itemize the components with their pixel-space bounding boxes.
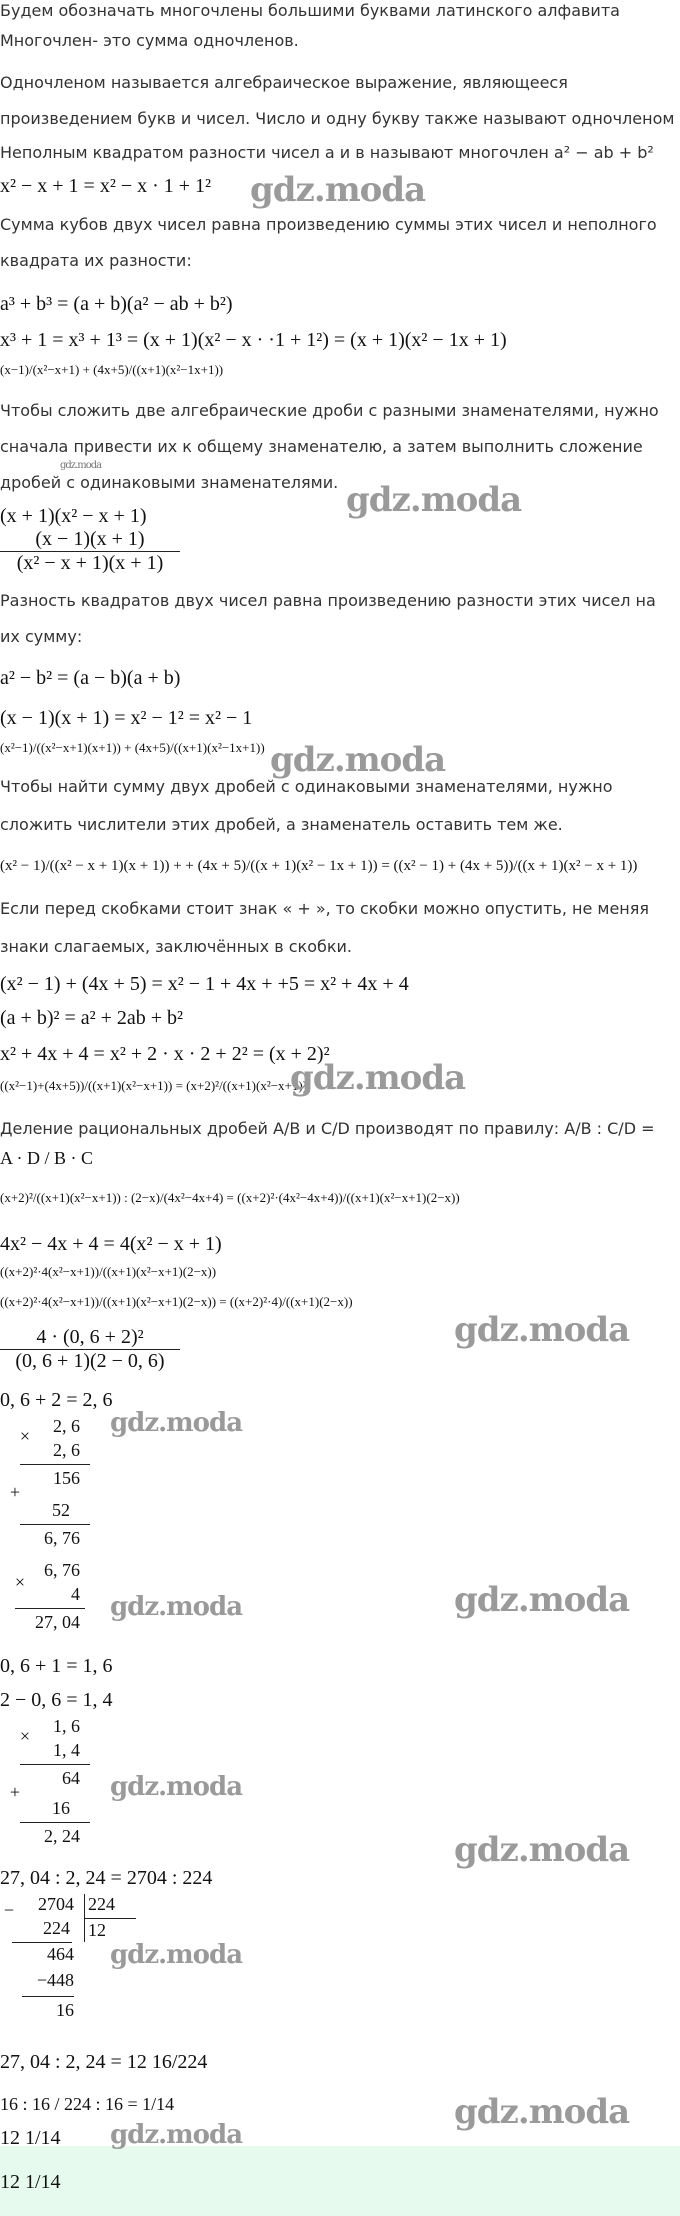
math-line: 12 1/14 bbox=[0, 2127, 61, 2149]
text-line: дробей с одинаковыми знаменателями. bbox=[0, 473, 339, 492]
text-line: Если перед скобками стоит знак « + », то скобки можно опустить, не меняя bbox=[0, 899, 650, 918]
watermark: gdz.moda bbox=[270, 740, 446, 780]
rule bbox=[84, 1918, 136, 1919]
mult-operand: 1, 6 bbox=[53, 1716, 80, 1736]
watermark: gdz.moda bbox=[250, 170, 426, 210]
product: 2, 24 bbox=[44, 1826, 80, 1846]
math-line: a² − b² = (a − b)(a + b) bbox=[0, 667, 181, 689]
watermark: gdz.moda bbox=[60, 460, 102, 471]
watermark: gdz.moda bbox=[454, 1830, 630, 1870]
math-line: (x+2)²/((x+1)(x²−x+1)) : (2−x)/(4x²−4x+4) = ((x+2)²·(4x²−4x+4))/((x+1)(x²−x+1)(2−x)) bbox=[0, 1190, 460, 1205]
mult-operand: 1, 4 bbox=[53, 1740, 80, 1760]
text-line: знаки слагаемых, заключённых в скобки. bbox=[0, 937, 353, 956]
text-line: Неполным квадратом разности чисел а и в называют многочлен a² − ab + b² bbox=[0, 143, 654, 162]
math-line: 0, 6 + 1 = 1, 6 bbox=[0, 1655, 113, 1677]
partial-product: 16 bbox=[52, 1798, 70, 1818]
text-line: Чтобы сложить две алгебраические дроби с разными знаменателями, нужно bbox=[0, 401, 659, 420]
rule bbox=[15, 1608, 85, 1609]
divisor: 224 bbox=[88, 1894, 115, 1914]
math-line: A · D / B · C bbox=[0, 1148, 94, 1168]
watermark: gdz.moda bbox=[110, 1592, 243, 1622]
remainder: 16 bbox=[56, 2000, 74, 2020]
partial-product: 64 bbox=[62, 1768, 80, 1788]
math-line: 16 : 16 / 224 : 16 = 1/14 bbox=[0, 2094, 175, 2114]
partial-product: 52 bbox=[52, 1500, 70, 1520]
plus-sign: + bbox=[9, 1782, 20, 1802]
math-line: 27, 04 : 2, 24 = 12 16/224 bbox=[0, 2051, 208, 2073]
math-line: (x²−1)/((x²−x+1)(x+1)) + (4x+5)/((x+1)(x²−1x+1)) bbox=[0, 740, 265, 755]
math-line: ((x+2)²·4(x²−x+1))/((x+1)(x²−x+1)(2−x)) = ((x+2)²·4)/((x+1)(2−x)) bbox=[0, 1294, 353, 1309]
minus-sign: − bbox=[3, 1900, 14, 1920]
rule bbox=[22, 1996, 74, 1997]
math-line: ((x²−1)+(4x+5))/((x+1)(x²−x+1)) = (x+2)²/((x+1)(x²−x+1)) bbox=[0, 1078, 308, 1093]
partial-product: 156 bbox=[53, 1468, 80, 1488]
fraction bbox=[0, 528, 180, 575]
text-line: Деление рациональных дробей A/B и C/D производят по правилу: A/B : C/D = bbox=[0, 1119, 655, 1138]
times-sign: × bbox=[14, 1572, 25, 1592]
math-line: (x−1)/(x²−x+1) + (4x+5)/((x+1)(x²−1x+1)) bbox=[0, 362, 224, 377]
numerator: 4 · (0, 6 + 2)² bbox=[36, 1326, 144, 1348]
text-line: Разность квадратов двух чисел равна произведению разности этих чисел на bbox=[0, 591, 656, 610]
watermark: gdz.moda bbox=[346, 480, 522, 520]
text-line: квадрата их разности: bbox=[0, 251, 192, 270]
watermark: gdz.moda bbox=[110, 2120, 243, 2150]
math-line: x² + 4x + 4 = x² + 2 · x · 2 + 2² = (x + 2)² bbox=[0, 1043, 330, 1065]
math-line: (x + 1)(x² − x + 1) bbox=[0, 505, 147, 527]
text-line: произведением букв и чисел. Число и одну букву также называют одночленом bbox=[0, 109, 675, 128]
product: 27, 04 bbox=[35, 1612, 80, 1632]
subtrahend: 224 bbox=[43, 1918, 70, 1938]
math-line: 27, 04 : 2, 24 = 2704 : 224 bbox=[0, 1867, 213, 1889]
watermark: gdz.moda bbox=[110, 1408, 243, 1438]
subtrahend: −448 bbox=[36, 1970, 74, 1990]
text-line: сначала привести их к общему знаменателю, а затем выполнить сложение bbox=[0, 437, 643, 456]
math-line: (x² − 1)/((x² − x + 1)(x + 1)) + + (4x + 5)/((x + 1)(x² − 1x + 1)) = ((x² − 1) + (4x + 5))/((x + 1)(x² − x + 1)) bbox=[0, 858, 638, 874]
plus-sign: + bbox=[9, 1482, 20, 1502]
math-line: x³ + 1 = x³ + 1³ = (x + 1)(x² − x · ·1 + 1²) = (x + 1)(x² − 1x + 1) bbox=[0, 329, 507, 351]
mult-operand: 2, 6 bbox=[53, 1416, 80, 1436]
text-line: их сумму: bbox=[0, 627, 83, 646]
text-line: Будем обозначать многочлены большими буквами латинского алфавита bbox=[0, 1, 620, 20]
dividend: 2704 bbox=[38, 1894, 74, 1914]
watermark: gdz.moda bbox=[454, 2092, 630, 2132]
mult-operand: 4 bbox=[71, 1584, 80, 1604]
rule bbox=[20, 1464, 90, 1465]
numerator: (x − 1)(x + 1) bbox=[35, 528, 145, 550]
denominator: (x² − x + 1)(x + 1) bbox=[16, 552, 164, 574]
math-line: a³ + b³ = (a + b)(a² − ab + b²) bbox=[0, 293, 233, 315]
math-line: (x² − 1) + (4x + 5) = x² − 1 + 4x + +5 = x² + 4x + 4 bbox=[0, 973, 409, 995]
math-line: (x − 1)(x + 1) = x² − 1² = x² − 1 bbox=[0, 707, 253, 729]
watermark: gdz.moda bbox=[110, 1940, 243, 1970]
times-sign: × bbox=[19, 1726, 30, 1746]
watermark: gdz.moda bbox=[290, 1058, 466, 1098]
math-line: (a + b)² = a² + 2ab + b² bbox=[0, 1007, 184, 1029]
rule bbox=[20, 1822, 90, 1823]
watermark: gdz.moda bbox=[454, 1310, 630, 1350]
rule bbox=[20, 1764, 90, 1765]
rule bbox=[20, 1524, 90, 1525]
answer-highlight bbox=[0, 2146, 680, 2216]
times-sign: × bbox=[19, 1426, 30, 1446]
math-line: x² − x + 1 = x² − x · 1 + 1² bbox=[0, 175, 212, 197]
text-line: сложить числители этих дробей, а знаменатель оставить тем же. bbox=[0, 815, 563, 834]
math-line: 2 − 0, 6 = 1, 4 bbox=[0, 1689, 113, 1711]
fraction bbox=[0, 1326, 180, 1373]
product: 6, 76 bbox=[44, 1528, 80, 1548]
quotient: 12 bbox=[88, 1920, 106, 1940]
text-line: Чтобы найти сумму двух дробей с одинаковыми знаменателями, нужно bbox=[0, 777, 613, 796]
text-line: Одночленом называется алгебраическое выражение, являющееся bbox=[0, 73, 568, 92]
answer: 12 1/14 bbox=[0, 2171, 61, 2193]
text-line: Сумма кубов двух чисел равна произведению суммы этих чисел и неполного bbox=[0, 215, 657, 234]
math-line: 4x² − 4x + 4 = 4(x² − x + 1) bbox=[0, 1233, 222, 1255]
watermark: gdz.moda bbox=[454, 1580, 630, 1620]
mult-operand: 6, 76 bbox=[44, 1560, 80, 1580]
math-line: ((x+2)²·4(x²−x+1))/((x+1)(x²−x+1)(2−x)) bbox=[0, 1264, 217, 1279]
denominator: (0, 6 + 1)(2 − 0, 6) bbox=[15, 1350, 165, 1372]
rule bbox=[12, 1942, 72, 1943]
remainder: 464 bbox=[47, 1944, 74, 1964]
watermark: gdz.moda bbox=[110, 1772, 243, 1802]
mult-operand: 2, 6 bbox=[53, 1440, 80, 1460]
text-line: Многочлен- это сумма одночленов. bbox=[0, 31, 299, 50]
math-line: 0, 6 + 2 = 2, 6 bbox=[0, 1389, 113, 1411]
